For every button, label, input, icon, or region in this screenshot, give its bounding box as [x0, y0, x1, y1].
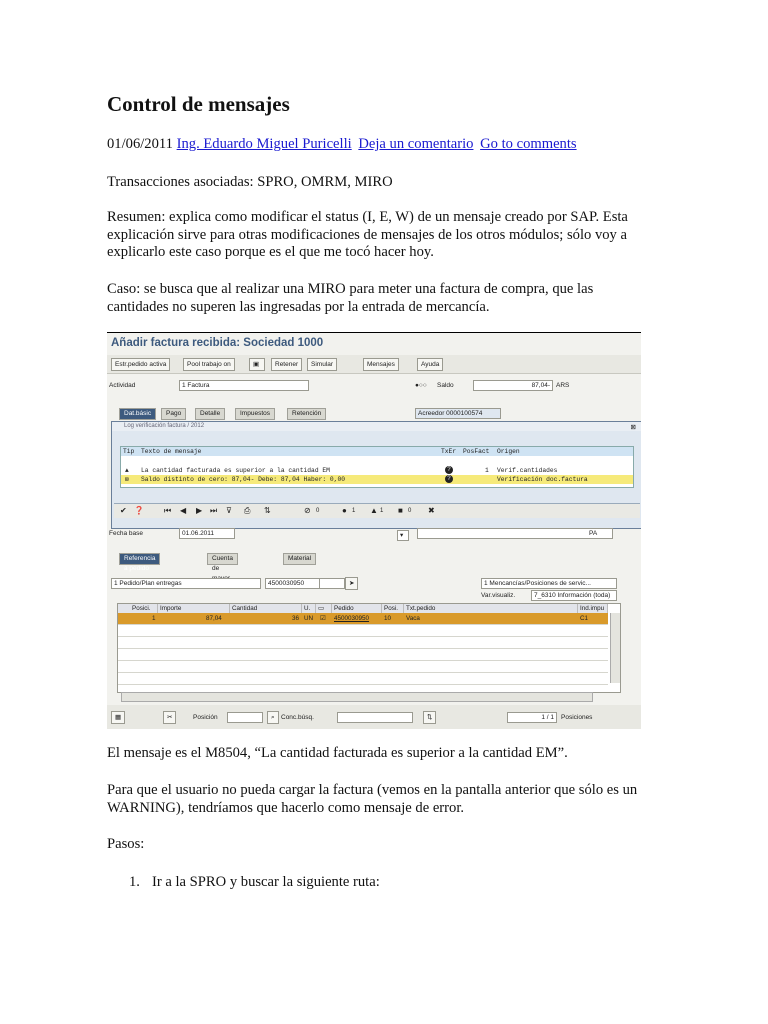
paragraph-transacciones: Transacciones asociadas: SPRO, OMRM, MIRO: [107, 174, 393, 190]
tab-pago[interactable]: Pago: [161, 408, 186, 420]
log-row[interactable]: [121, 466, 633, 475]
pool-trabajo-button[interactable]: Pool trabajo on: [183, 358, 235, 371]
estr-pedido-button[interactable]: Estr.pedido activa: [111, 358, 170, 371]
table-row[interactable]: [118, 637, 608, 649]
table-row[interactable]: [118, 613, 608, 625]
posicion-field[interactable]: [227, 712, 263, 723]
paragraph-mensaje: El mensaje es el M8504, “La cantidad facturada es superior a la cantidad EM”.: [107, 745, 568, 761]
icon-button[interactable]: ▣: [249, 358, 265, 371]
paragraph-usuario: Para que el usuario no pueda cargar la factura (vemos en la pantalla anterior que sólo es un WARNING), tendríamos que hacerlo como mensaje de error.: [107, 782, 638, 816]
error-icon: ⊠: [125, 476, 129, 483]
col-um: U.: [302, 604, 316, 613]
saldo-field: 87,04-: [473, 380, 553, 391]
log-row-text: La cantidad facturada es superior a la cantidad EM: [141, 467, 330, 474]
col-origen: Origen: [497, 448, 520, 455]
go-to-comments-link[interactable]: Go to comments: [480, 136, 577, 152]
cell-txt: Vaca: [406, 615, 420, 622]
conc-busq-label: Conc.búsq.: [281, 714, 314, 721]
col-txt-pedido: Txt.pedido: [404, 604, 578, 613]
tab-cuenta-mayor[interactable]: Cuenta de: [207, 553, 238, 565]
tab-detalle[interactable]: Detalle: [195, 408, 225, 420]
next-page-icon[interactable]: ▶: [196, 506, 203, 515]
table-row[interactable]: [118, 625, 608, 637]
items-table: [117, 603, 621, 693]
fecha-base-field[interactable]: 01.06.2011: [179, 528, 235, 539]
col-ind-impu: Ind.impu: [578, 604, 608, 613]
print-icon[interactable]: ⎙: [244, 506, 251, 515]
status-filter-icon[interactable]: ⊘: [304, 506, 311, 515]
status-lights-icon: ●○○: [415, 382, 427, 389]
article-date: 01/06/2011: [107, 136, 173, 152]
log-row[interactable]: [121, 475, 633, 484]
tab-retencion[interactable]: Retención: [287, 408, 326, 420]
cell-ind: C1: [580, 615, 589, 622]
col-posi: Posi.: [382, 604, 404, 613]
cell-posi: 10: [384, 615, 392, 622]
retener-button[interactable]: Retener: [271, 358, 302, 371]
check-icon[interactable]: ✔: [120, 506, 127, 515]
var-visual-label: Var.visualiz.: [481, 592, 516, 599]
simular-button[interactable]: Simular: [307, 358, 337, 371]
popup-title: Log verificación factura / 2012: [112, 422, 641, 431]
error-filter-icon[interactable]: ●: [342, 506, 347, 515]
count-info: 0: [408, 508, 412, 514]
tab-referencia-pedido[interactable]: Referencia a pedido: [119, 553, 160, 565]
col-icon: ▭: [316, 604, 332, 613]
article-title: Control de mensajes: [107, 92, 290, 116]
col-pedido: Pedido: [332, 604, 382, 613]
acreedor-field: Acreedor 0000100574: [415, 408, 501, 419]
conc-busq-field[interactable]: [337, 712, 413, 723]
help-icon[interactable]: ?: [445, 475, 453, 483]
tab-material[interactable]: Material: [283, 553, 316, 565]
paragraph-resumen: Resumen: explica como modificar el status (I, E, W) de un mensaje creado por SAP. Esta explicación sirve para otras modificaciones de mensajes de los otros módulos; sólo voy a explicarlo este caso porque es el que me tocó hacer hoy.: [107, 209, 628, 261]
cell-pos: 1: [152, 615, 156, 622]
sort-icon[interactable]: ⇅: [264, 506, 271, 515]
log-row-text: Saldo distinto de cero: 87,04- Debe: 87,04 Haber: 0,00: [141, 476, 346, 483]
actividad-label: Actividad: [109, 382, 136, 389]
author-link[interactable]: Ing. Eduardo Miguel Puricelli: [176, 136, 352, 152]
sap-bottom-bar: [107, 705, 641, 729]
info-filter-icon[interactable]: ■: [398, 506, 403, 515]
prev-page-icon[interactable]: ◀: [180, 506, 187, 515]
posicion-label: Posición: [193, 714, 218, 721]
close-log-icon[interactable]: ✖: [428, 506, 435, 515]
cell-cantidad: 36: [292, 615, 300, 622]
empty-field[interactable]: [417, 528, 613, 539]
col-posfact: PosFact: [463, 448, 490, 455]
popup-toolbar: [114, 503, 640, 518]
sap-toolbar: [107, 355, 641, 374]
filter-icon[interactable]: ⊽: [226, 506, 232, 515]
vertical-scrollbar[interactable]: [610, 613, 620, 683]
log-row-origen: Verificación doc.factura: [497, 476, 588, 483]
cell-pedido[interactable]: 4500030950: [334, 615, 370, 622]
count-warning: 1: [380, 508, 384, 514]
table-settings-icon[interactable]: ▦: [111, 711, 125, 724]
first-page-icon[interactable]: ⏮: [164, 506, 172, 515]
log-grid: [120, 446, 634, 488]
find-icon[interactable]: ⇅: [423, 711, 436, 724]
close-icon[interactable]: ⊠: [630, 424, 636, 431]
table-row[interactable]: [118, 673, 608, 685]
layout-select[interactable]: 1 Mencancías/Posiciones de servic...: [481, 578, 617, 589]
warning-icon: ▲: [125, 467, 129, 474]
mensajes-button[interactable]: Mensajes: [363, 358, 399, 371]
search-icon[interactable]: ⌕: [267, 711, 279, 724]
actividad-select[interactable]: 1 Factura: [179, 380, 309, 391]
ref-type-select[interactable]: 1 Pedido/Plan entregas: [111, 578, 261, 589]
pos-field[interactable]: [319, 578, 345, 589]
table-header: [118, 604, 608, 613]
horizontal-scrollbar[interactable]: [121, 692, 593, 702]
col-cantidad: Cantidad: [230, 604, 302, 613]
step-text: Ir a la SPRO y buscar la siguiente ruta:: [152, 874, 380, 890]
col-txer: TxEr: [441, 448, 457, 455]
paragraph-caso: Caso: se busca que al realizar una MIRO para meter una factura de compra, que las cantidades no superen las ingresadas por la entrada de mercancía.: [107, 281, 594, 315]
dropdown-icon[interactable]: ▾: [397, 530, 409, 541]
count-stop: 0: [316, 508, 320, 514]
cell-importe: 87,04: [206, 615, 222, 622]
table-row[interactable]: [118, 661, 608, 673]
tab-impuestos[interactable]: Impuestos: [235, 408, 275, 420]
paragraph-pasos: Pasos:: [107, 836, 145, 852]
log-popup: [111, 421, 641, 529]
posiciones-label: Posiciones: [561, 714, 593, 721]
col-tip: Tip: [123, 448, 135, 455]
tab-datos-basicos[interactable]: Dat.básic: [119, 408, 156, 420]
pa-label: PA: [589, 530, 598, 537]
accept-icon[interactable]: ➤: [345, 577, 358, 590]
col-importe: Importe: [158, 604, 230, 613]
sap-window-title: Añadir factura recibida: Sociedad 1000: [111, 337, 324, 349]
page-counter: 1 / 1: [507, 712, 557, 723]
log-row-origen: Verif.cantidades: [497, 467, 558, 474]
table-row[interactable]: [118, 649, 608, 661]
article-meta: [107, 136, 657, 154]
last-page-icon[interactable]: ⏭: [210, 506, 218, 515]
step-number: 1.: [129, 874, 140, 890]
help-icon[interactable]: ❓: [134, 506, 144, 515]
sap-screenshot: [107, 332, 641, 729]
log-header-row: [121, 447, 633, 456]
col-texto: Texto de mensaje: [141, 448, 202, 455]
var-visual-select[interactable]: 7_6310 Información (toda): [531, 590, 617, 601]
warning-filter-icon[interactable]: ▲: [370, 506, 378, 515]
fecha-base-label: Fecha base: [109, 530, 143, 537]
log-row-pos: 1: [485, 467, 489, 474]
currency-label: ARS: [556, 382, 570, 389]
saldo-label: Saldo: [437, 382, 454, 389]
col-posicion: Posici.: [130, 604, 158, 613]
delete-row-icon[interactable]: ✂: [163, 711, 176, 724]
cell-um: UN: [304, 615, 314, 622]
ayuda-button[interactable]: Ayuda: [417, 358, 443, 371]
comment-link[interactable]: Deja un comentario: [358, 136, 474, 152]
count-error: 1: [352, 508, 356, 514]
help-icon[interactable]: ?: [445, 466, 453, 474]
checkbox-icon[interactable]: ☑: [320, 615, 326, 622]
pedido-field[interactable]: 4500030950: [265, 578, 321, 589]
